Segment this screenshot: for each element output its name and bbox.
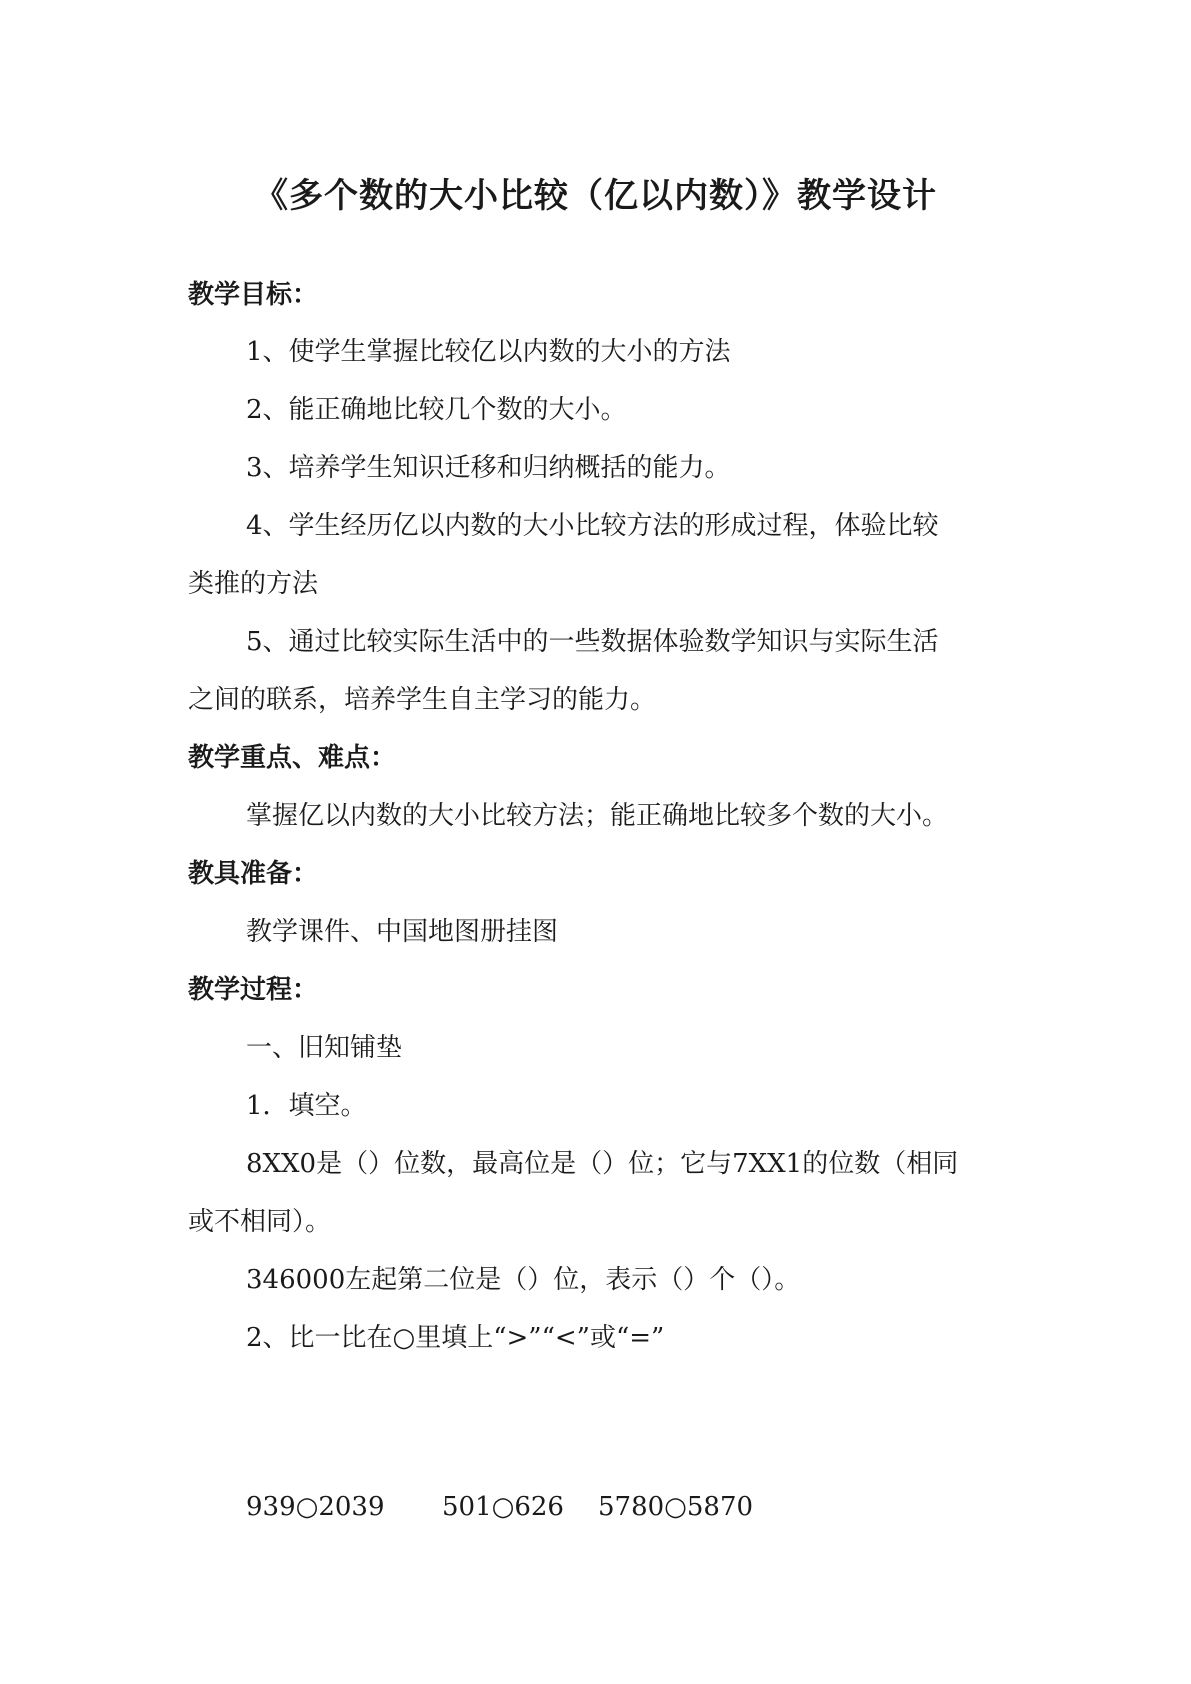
key-points-heading: 教学重点、难点： [188, 743, 397, 773]
question-1b: 346000左起第二位是（）位，表示（）个（）。 [246, 1265, 801, 1295]
materials-text: 教学课件、中国地图册挂图 [246, 917, 559, 947]
question-1: 1．填空。 [246, 1091, 367, 1121]
objectives-heading: 教学目标： [188, 280, 319, 310]
comparison-item: 5780○5870 [598, 1492, 754, 1522]
objective-item-4-line-2: 类推的方法 [188, 569, 319, 599]
materials-heading: 教具准备： [188, 859, 319, 889]
process-section-1: 一、旧知铺垫 [246, 1033, 403, 1063]
question-1a-line-2: 或不相同）。 [188, 1207, 332, 1237]
comparison-item: 939○2039 [246, 1492, 385, 1522]
document-title: 《多个数的大小比较（亿以内数）》教学设计 [254, 176, 937, 216]
objective-item-5-line-2: 之间的联系，培养学生自主学习的能力。 [188, 685, 657, 715]
objective-item-3: 3、培养学生知识迁移和归纳概括的能力。 [246, 453, 731, 483]
objective-item-5-line-1: 5、通过比较实际生活中的一些数据体验数学知识与实际生活 [246, 627, 939, 657]
process-heading: 教学过程： [188, 975, 319, 1005]
key-points-text: 掌握亿以内数的大小比较方法；能正确地比较多个数的大小。 [246, 801, 949, 831]
question-1a-line-1: 8XX0是（）位数，最高位是（）位；它与7XX1的位数（相同 [246, 1149, 959, 1179]
objective-item-2: 2、能正确地比较几个数的大小。 [246, 395, 627, 425]
question-2: 2、比一比在○里填上“>”“<”或“=” [246, 1323, 665, 1353]
comparison-item: 501○626 [442, 1492, 564, 1522]
objective-item-4-line-1: 4、学生经历亿以内数的大小比较方法的形成过程，体验比较 [246, 511, 939, 541]
objective-item-1: 1、使学生掌握比较亿以内数的大小的方法 [246, 337, 731, 367]
